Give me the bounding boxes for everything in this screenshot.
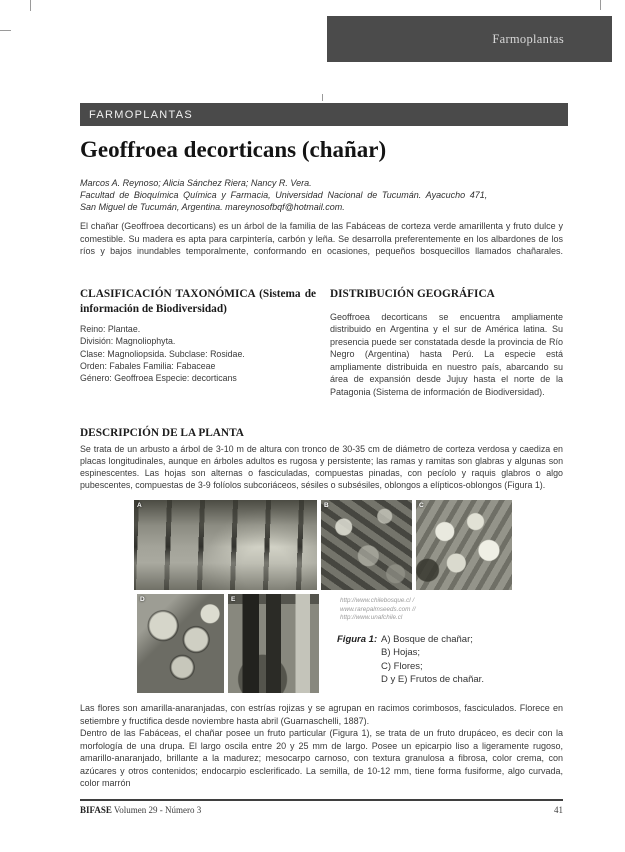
taxonomy-item-genus: Género: Geoffroea Especie: decorticans <box>80 373 237 384</box>
photo-label-d: D <box>140 596 145 603</box>
page-title: Geoffroea decorticans (chañar) <box>80 137 387 162</box>
abstract-paragraph: El chañar (Geoffroea decorticans) es un árbol de la familia de las Fabáceas de corteza verde amarillenta y fruto dulce y comestible. Su madera es apta para carpintería, carbón y leña. Se desarrolla preferentemente en los albardones de los ríos y bajos inundables temporalmente, conformando en ocasiones, pequeños bosquecillos llamados chañarales. <box>80 221 563 257</box>
figure-photo-products <box>228 594 319 693</box>
distribution-paragraph: Geoffroea decorticans se encuentra ampliamente distribuido en Argentina y el sur de América latina. Su presencia puede ser constatada desde la provincia de Río Negro (Argentina) hasta Perú. La especie está ampliamente distribuida en nuestro país, abarcando su área de expansión desde Jujuy hasta el norte de la Patagonia (Sistema de información de Biodiversidad). <box>330 311 563 398</box>
figure-source-url-1: http://www.chilebosque.cl / <box>340 597 415 604</box>
crop-mark-top-left-vertical <box>30 0 31 11</box>
journal-name: Farmoplantas <box>492 31 564 46</box>
footer-page-number: 41 <box>554 805 563 815</box>
distribution-heading: DISTRIBUCIÓN GEOGRÁFICA <box>330 288 495 300</box>
taxonomy-item-order: Orden: Fabales Familia: Fabaceae <box>80 360 216 371</box>
distribution-column <box>330 287 563 399</box>
figure-caption-line-de: D y E) Frutos de chañar. <box>381 674 484 686</box>
affiliation-line-1: Facultad de Bioquímica Química y Farmacia, Universidad Nacional de Tucumán. Ayacucho 471, <box>80 189 488 200</box>
body-text-section <box>80 702 563 790</box>
figure-photo-forest <box>134 500 317 590</box>
description-heading: DESCRIPCIÓN DE LA PLANTA <box>80 427 244 439</box>
figure-caption-indent <box>337 673 381 686</box>
fruit-paragraph: Dentro de las Fabáceas, el chañar posee un fruto particular (Figura 1), se trata de un fruto drupáceo, es decir con la morfología de una drupa. El largo oscila entre 20 y 25 mm de largo. Posee un epicarpio liso a ligeramente rugoso, amarillo-anaranjado, brillante a la madurez; mesocarpo carnoso, con textura granulosa a fibrosa, color crema, con azúcares y otros contenidos; endocarpio esclerificado. La semilla, de 10-12 mm, tiene forma fusiforme, algo curvada, color marrón <box>80 728 563 788</box>
figure-caption-label: Figura 1: <box>337 634 378 645</box>
figure-source-url-3: http://www.unafchile.cl <box>340 614 403 622</box>
journal-header-tab <box>327 16 612 62</box>
photo-label-a: A <box>137 502 142 509</box>
footer-issue <box>80 805 201 815</box>
section-bar <box>80 103 568 126</box>
crop-mark-top-left-horizontal <box>0 30 11 31</box>
photo-label-b: B <box>324 502 329 509</box>
photo-label-c: C <box>419 502 424 509</box>
figure-photo-leaves <box>321 500 412 590</box>
authors-line: Marcos A. Reynoso; Alicia Sánchez Riera; Nancy R. Vera. <box>80 178 312 188</box>
taxonomy-item-division: División: Magnoliophyta. <box>80 336 176 347</box>
taxonomy-list <box>80 323 316 384</box>
crop-mark-top-right-vertical <box>600 0 601 10</box>
figure-caption-indent <box>337 646 381 659</box>
section-bar-label: FARMOPLANTAS <box>89 108 194 121</box>
affiliation-line-2: San Miguel de Tucumán, Argentina. mareynosofbqf@hotmail.com. <box>80 201 345 212</box>
footer-rule <box>80 799 563 801</box>
figure-source-urls <box>340 597 510 623</box>
footer-journal-name: BIFASE <box>80 805 112 815</box>
figure-photo-fruits <box>137 594 224 693</box>
footer-issue-text: Volumen 29 - Número 3 <box>111 805 202 815</box>
taxonomy-item-class: Clase: Magnoliopsida. Subclase: Rosidae. <box>80 348 245 359</box>
flowers-paragraph: Las flores son amarilla-anaranjadas, con estrías rojizas y se agrupan en racimos corimbosos, fasciculados. Florece en setiembre y fructifica desde noviembre hasta abril (Guarnaschelli, 1887). <box>80 703 563 726</box>
figure-caption-line-a: A) Bosque de chañar; <box>381 634 473 645</box>
figure-photo-flowers <box>416 500 512 590</box>
figure-caption <box>337 633 547 687</box>
crop-mark-column-tick <box>322 94 323 101</box>
description-section <box>80 426 563 491</box>
figure-caption-line-b: B) Hojas; <box>381 647 421 659</box>
authors-block <box>80 178 532 213</box>
taxonomy-column <box>80 287 316 399</box>
description-paragraph: Se trata de un arbusto a árbol de 3-10 m de altura con tronco de 30-35 cm de diámetro de corteza verdosa y caediza en placas longitudinales, aunque en árboles adultos es rugosa y persistente; las ramas y ramitas son glabras y algunas son espinescentes. Las hojas son alternas o fasciculadas, compuestas pinadas, con pecíolo y raquis glabros o algo pubescentes, compuestas de 3-9 folíolos subcoriáceos, sésiles o subsésiles, oblongos a elípticos-oblongos (Figura 1). <box>80 443 563 491</box>
figure-caption-indent <box>337 660 381 673</box>
footer <box>80 805 563 815</box>
taxonomy-item-kingdom: Reino: Plantae. <box>80 324 141 334</box>
figure-caption-line-c: C) Flores; <box>381 660 423 672</box>
photo-label-e: E <box>231 596 236 603</box>
two-column-section <box>80 287 563 399</box>
taxonomy-heading: CLASIFICACIÓN TAXONÓMICA (Sistema de información de Biodiversidad) <box>80 288 316 315</box>
figure-source-url-2: www.rarepalmseeds.com // <box>340 605 416 613</box>
